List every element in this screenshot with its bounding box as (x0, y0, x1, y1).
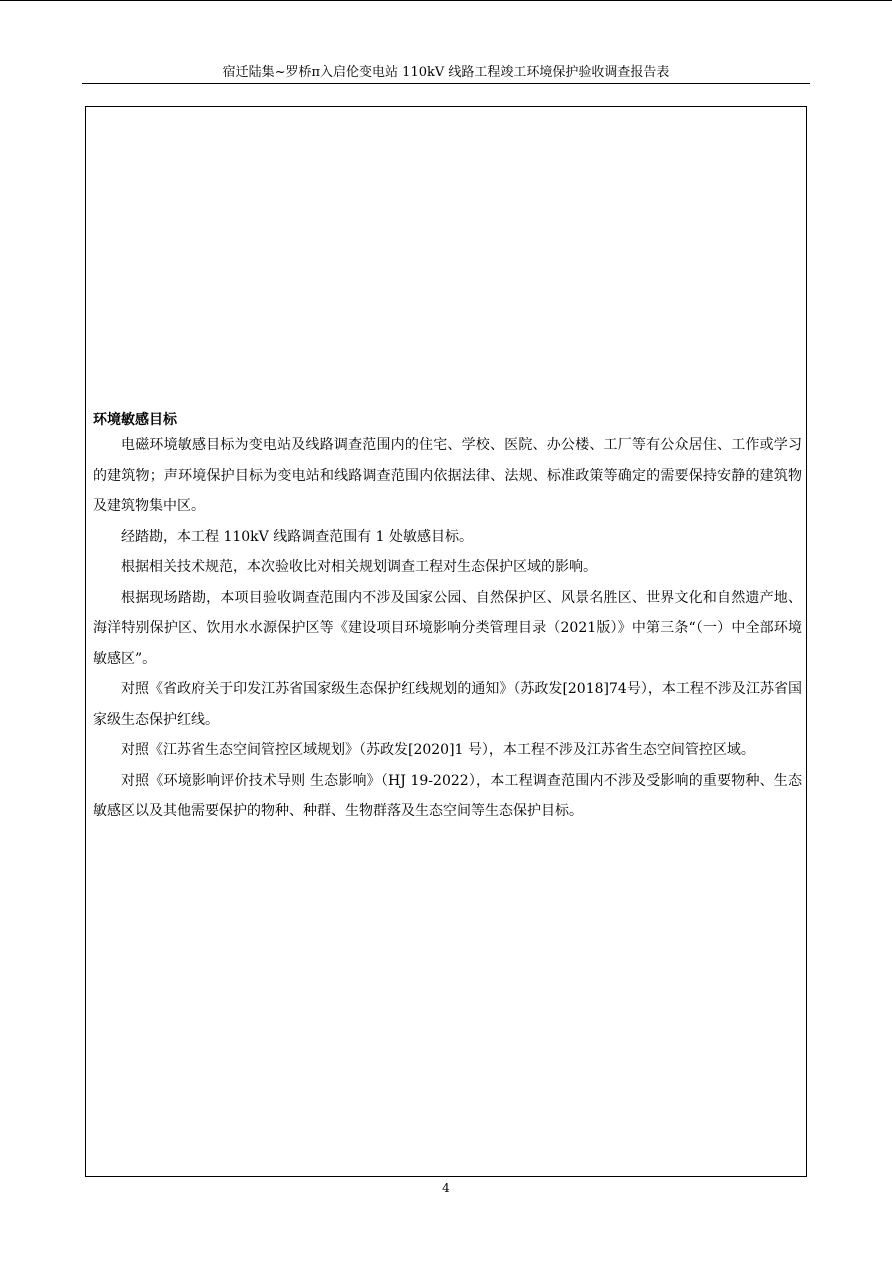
sensitive-targets-section (93, 410, 802, 827)
paragraph-site-survey: 根据现场踏勘，本项目验收调查范围内不涉及国家公园、自然保护区、风景名胜区、世界文化和自然遗产地、海洋特别保护区、饮用水水源保护区等《建设项目环境影响分类管理目录（2021版）》中第三条“（一）中全部环境敏感区”。 (93, 589, 802, 667)
paragraph-survey-result: 经踏勘，本工程 110kV 线路调查范围有 1 处敏感目标。 (121, 528, 474, 545)
report-table-cell (85, 106, 807, 1177)
paragraph-national-redline: 对照《省政府关于印发江苏省国家级生态保护红线规划的通知》（苏政发[2018]74号），本工程不涉及江苏省国家级生态保护红线。 (93, 681, 802, 728)
paragraph-provincial-control: 对照《江苏省生态空间管控区域规划》（苏政发[2020]1 号），本工程不涉及江苏省生态空间管控区域。 (121, 742, 755, 758)
header-divider (82, 83, 810, 84)
paragraph-technical-spec: 根据相关技术规范，本次验收比对相关规划调查工程对生态保护区域的影响。 (121, 559, 597, 575)
paragraph-eia-guideline: 对照《环境影响评价技术导则 生态影响》（HJ 19-2022），本工程调查范围内不涉及受影响的重要物种、生态敏感区以及其他需要保护的物种、种群、生物群落及生态空间等生态保护目标。 (93, 772, 802, 819)
running-header-title: 宿迁陆集~罗桥π入启伦变电站 110kV 线路工程竣工环境保护验收调查报告表 (222, 65, 670, 80)
paragraph-electromagnetic-targets: 电磁环境敏感目标为变电站及线路调查范围内的住宅、学校、医院、办公楼、工厂等有公众居住、工作或学习的建筑物；声环境保护目标为变电站和线路调查范围内依据法律、法规、标准政策等确定的需要保持安静的建筑物及建筑物集中区。 (93, 437, 802, 514)
page-number: 4 (442, 1181, 450, 1195)
section-heading: 环境敏感目标 (93, 412, 177, 428)
page-top-border (0, 0, 892, 1)
